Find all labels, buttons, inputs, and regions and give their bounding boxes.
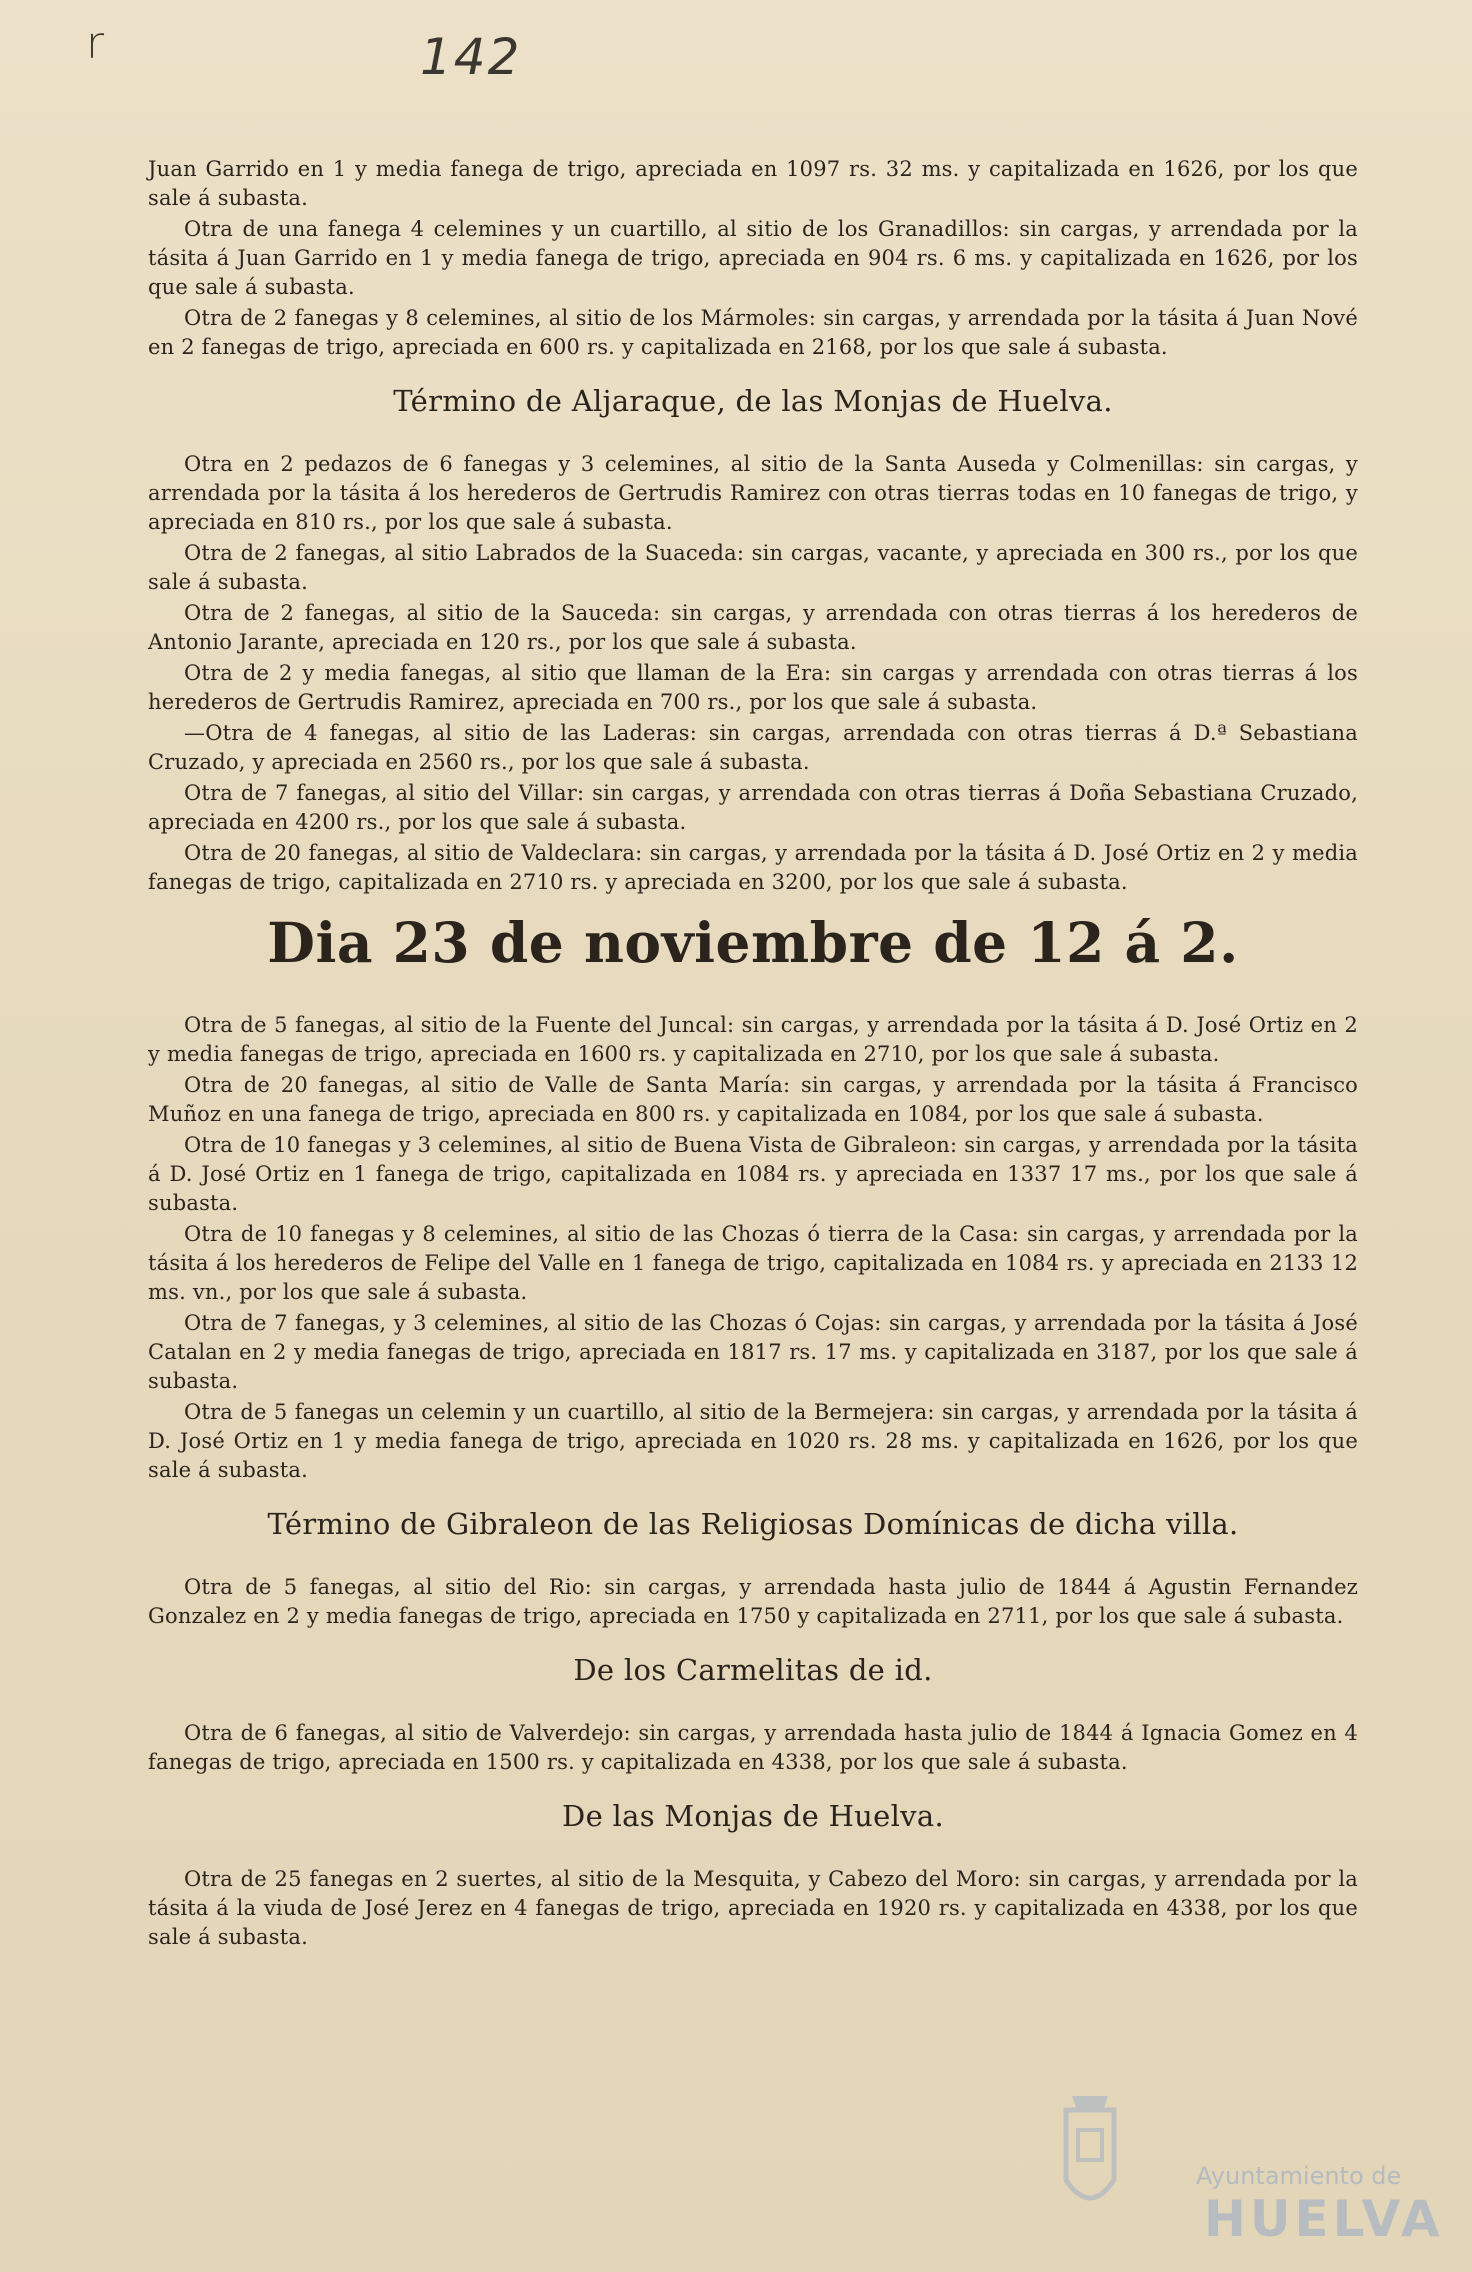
entry-paragraph: Otra de 10 fanegas y 3 celemines, al sitio de Buena Vista de Gibraleon: sin cargas, y arrendada por la tásita á D. José Ortiz en 1 fanega de trigo, capitalizada en 1084 rs. y apreciada en 1337 17 ms., por los que sale á subasta. — [148, 1133, 1358, 1215]
day-heading: Dia 23 de noviembre de 12 á 2. — [267, 910, 1239, 975]
entry-paragraph: Otra de 7 fanegas, al sitio del Villar: sin cargas, y arrendada con otras tierras á Doña Sebastiana Cruzado, apreciada en 4200 rs., por los que sale á subasta. — [148, 781, 1358, 834]
entry-paragraph: —Otra de 4 fanegas, al sitio de las Laderas: sin cargas, arrendada con otras tierras á D.ª Sebastiana Cruzado, y apreciada en 2560 rs., por los que sale á subasta. — [148, 721, 1358, 774]
entry-paragraph: Otra de 2 fanegas, al sitio Labrados de la Suaceda: sin cargas, vacante, y apreciada en 300 rs., por los que sale á subasta. — [148, 541, 1358, 594]
entry-paragraph: Otra de 10 fanegas y 8 celemines, al sitio de las Chozas ó tierra de la Casa: sin cargas, y arrendada por la tásita á los herederos de Felipe del Valle en 1 fanega de trigo, capitalizada en 1084 rs. y apreciada en 2133 12 ms. vn., por los que sale á subasta. — [148, 1222, 1358, 1304]
section-heading: Término de Aljaraque, de las Monjas de Huelva. — [393, 384, 1113, 418]
document-body — [148, 155, 1358, 1954]
entry-paragraph: Otra de 2 y media fanegas, al sitio que llaman de la Era: sin cargas y arrendada con otras tierras á los herederos de Gertrudis Ramirez, apreciada en 700 rs., por los que sale á subasta. — [148, 661, 1358, 714]
section-heading: De los Carmelitas de id. — [573, 1653, 933, 1687]
entry-paragraph: Otra en 2 pedazos de 6 fanegas y 3 celemines, al sitio de la Santa Auseda y Colmenillas: sin cargas, y arrendada por la tásita á los herederos de Gertrudis Ramirez con otras tierras todas en 10 fanegas de trigo, y apreciada en 810 rs., por los que sale á subasta. — [148, 452, 1358, 534]
section-heading: De las Monjas de Huelva. — [562, 1799, 944, 1833]
entry-paragraph: Otra de 7 fanegas, y 3 celemines, al sitio de las Chozas ó Cojas: sin cargas, y arrendada por la tásita á José Catalan en 2 y media fanegas de trigo, apreciada en 1817 rs. 17 ms. y capitalizada en 3187, por los que sale á subasta. — [148, 1311, 1358, 1393]
entry-paragraph: Otra de 5 fanegas un celemin y un cuartillo, al sitio de la Bermejera: sin cargas, y arrendada por la tásita á D. José Ortiz en 1 y media fanega de trigo, apreciada en 1020 rs. 28 ms. y capitalizada en 1626, por los que sale á subasta. — [148, 1400, 1358, 1482]
entry-paragraph: Otra de 25 fanegas en 2 suertes, al sitio de la Mesquita, y Cabezo del Moro: sin cargas, y arrendada por la tásita á la viuda de José Jerez en 4 fanegas de trigo, apreciada en 1920 rs. y capitalizada en 4338, por los que sale á subasta. — [148, 1867, 1358, 1949]
watermark-line1: Ayuntamiento de — [1196, 2162, 1402, 2190]
section-heading: Término de Gibraleon de las Religiosas Domínicas de dicha villa. — [267, 1507, 1239, 1541]
entry-paragraph: Otra de 5 fanegas, al sitio del Rio: sin cargas, y arrendada hasta julio de 1844 á Agustin Fernandez Gonzalez en 2 y media fanegas de trigo, apreciada en 1750 y capitalizada en 2711, por los que sale á subasta. — [148, 1575, 1358, 1628]
handwritten-page-number: 142 — [420, 28, 522, 86]
entry-paragraph: Otra de 6 fanegas, al sitio de Valverdejo: sin cargas, y arrendada hasta julio de 1844 á Ignacia Gomez en 4 fanegas de trigo, apreciada en 1500 rs. y capitalizada en 4338, por los que sale á subasta. — [148, 1721, 1358, 1774]
entry-paragraph: Otra de una fanega 4 celemines y un cuartillo, al sitio de los Granadillos: sin cargas, y arrendada por la tásita á Juan Garrido en 1 y media fanega de trigo, apreciada en 904 rs. 6 ms. y capitalizada en 1626, por los que sale á subasta. — [148, 217, 1358, 299]
watermark-line2: HUELVA — [1204, 2190, 1444, 2248]
entry-paragraph: Otra de 5 fanegas, al sitio de la Fuente del Juncal: sin cargas, y arrendada por la tásita á D. José Ortiz en 2 y media fanegas de trigo, apreciada en 1600 rs. y capitalizada en 2710, por los que sale á subasta. — [148, 1013, 1358, 1066]
entry-paragraph: Juan Garrido en 1 y media fanega de trigo, apreciada en 1097 rs. 32 ms. y capitalizada en 1626, por los que sale á subasta. — [148, 157, 1358, 210]
entry-paragraph: Otra de 20 fanegas, al sitio de Valdeclara: sin cargas, y arrendada por la tásita á D. José Ortiz en 2 y media fanegas de trigo, capitalizada en 2710 rs. y apreciada en 3200, por los que sale á subasta. — [148, 841, 1358, 894]
entry-paragraph: Otra de 20 fanegas, al sitio de Valle de Santa María: sin cargas, y arrendada por la tásita á Francisco Muñoz en una fanega de trigo, apreciada en 800 rs. y capitalizada en 1084, por los que sale á subasta. — [148, 1073, 1358, 1126]
entry-paragraph: Otra de 2 fanegas y 8 celemines, al sitio de los Mármoles: sin cargas, y arrendada por la tásita á Juan Nové en 2 fanegas de trigo, apreciada en 600 rs. y capitalizada en 2168, por los que sale á subasta. — [148, 306, 1358, 359]
entry-paragraph: Otra de 2 fanegas, al sitio de la Sauceda: sin cargas, y arrendada con otras tierras á los herederos de Antonio Jarante, apreciada en 120 rs., por los que sale á subasta. — [148, 601, 1358, 654]
coat-of-arms-icon — [1058, 2090, 1122, 2220]
handwritten-mark: r — [86, 18, 105, 69]
